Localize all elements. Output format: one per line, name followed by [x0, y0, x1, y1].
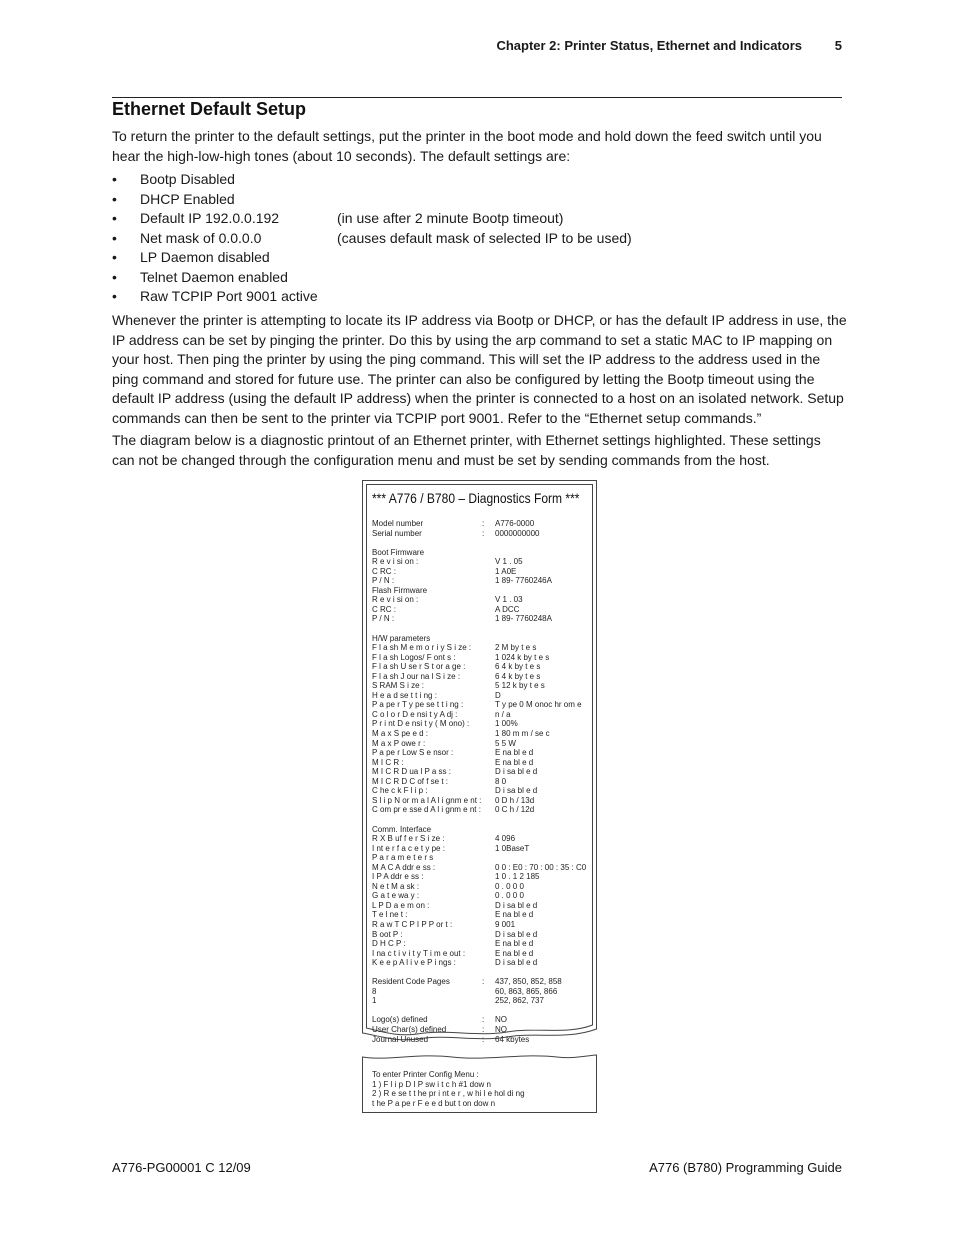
document-number: A776-PG00001 C 12/09 [112, 1160, 251, 1175]
diagnostic-value: V 1 . 05 [495, 557, 523, 567]
list-item [112, 287, 847, 307]
guide-title: A776 (B780) Programming Guide [649, 1160, 842, 1175]
diagnostic-value: D [495, 690, 501, 700]
list-item [112, 170, 847, 190]
diagnostic-value: T y pe 0 M onoc hr om e [495, 700, 582, 710]
diagnostic-label: User Char(s) defined [372, 1024, 447, 1034]
diagnostic-row [372, 710, 592, 720]
diagnostic-label: R e v i si on : [372, 595, 419, 605]
diagnostic-label: T e l ne t : [372, 910, 408, 920]
diagnostic-colon: : [482, 528, 485, 538]
diagnostic-label: M I C R D ua l P a ss : [372, 767, 451, 777]
diagnostic-label: C RC : [372, 604, 396, 614]
config-line: 1 ) F l i p D I P sw i t c h #1 dow n [372, 1079, 492, 1089]
diagnostic-row [372, 529, 592, 539]
diagnostic-value: E na bl e d [495, 939, 534, 949]
config-line: 2 ) R e se t t he pr i nt e r , w hi l e hol di ng [372, 1089, 525, 1099]
diagnostic-value: 1 0 . 1 2 185 [495, 872, 540, 882]
diagnostic-value: 9 001 [495, 919, 516, 929]
bullet-icon: • [112, 249, 117, 265]
config-line: t he P a pe r F e e d but t on dow n [372, 1098, 496, 1108]
list-item-text: Net mask of 0.0.0.0 [140, 229, 262, 246]
diagnostic-row [372, 758, 592, 768]
diagnostic-row [372, 653, 592, 663]
diagnostic-row [372, 605, 592, 615]
diagnostic-label: S l i p N or m a l A l i gnm e nt : [372, 795, 482, 805]
diagnostic-value: D i sa bl e d [495, 929, 538, 939]
diagnostic-label: P r i nt D e nsi t y ( M ono) : [372, 719, 470, 729]
diagnostic-label: F l a sh Logos/ F ont s : [372, 652, 456, 662]
diagnostic-row [372, 786, 592, 796]
diagnostic-row [372, 538, 592, 548]
diagnostic-row [372, 891, 592, 901]
diagnostic-value: A776-0000 [495, 519, 535, 528]
bullet-icon: • [112, 190, 117, 207]
diagnostic-label: Logo(s) defined [372, 1015, 428, 1025]
diagnostic-row [372, 958, 592, 968]
config-instructions-printout [362, 1052, 597, 1113]
diagnostic-value: E na bl e d [495, 910, 534, 920]
diagnostic-row [372, 548, 592, 558]
header-divider [112, 97, 842, 98]
diagnostic-row [372, 767, 592, 777]
list-item [112, 209, 847, 229]
diagnostic-value: E na bl e d [495, 757, 534, 767]
bullet-icon: • [112, 288, 117, 304]
diagnostic-label: C om pr e sse d A l i gnm e nt : [372, 805, 481, 815]
list-item-note: (in use after 2 minute Bootp timeout) [337, 210, 564, 226]
diagnostic-label: B oot P : [372, 929, 403, 939]
diagnostic-value: 1 80 m m / se c [495, 729, 550, 739]
diagnostic-value: 2 M by t e s [495, 643, 537, 653]
diagnostic-label: I P A ddr e ss : [372, 872, 424, 882]
diagnostic-value: E na bl e d [495, 948, 534, 958]
diagnostic-label: 1 [372, 996, 377, 1006]
diagnostic-row [372, 739, 592, 749]
diagnostic-row [372, 624, 592, 634]
bullet-icon: • [112, 229, 117, 246]
list-item [112, 268, 847, 288]
diagnostic-value: 8 0 [495, 776, 507, 786]
list-item-text: DHCP Enabled [140, 190, 235, 207]
diagnostic-label: P / N : [372, 614, 395, 624]
diagnostic-row [372, 853, 592, 863]
list-item-text: LP Daemon disabled [140, 249, 270, 265]
diagnostic-label: M I C R D C of f se t : [372, 776, 449, 786]
diagnostic-value: D i sa bl e d [495, 900, 538, 910]
list-item [112, 248, 847, 268]
diagnostic-row [372, 748, 592, 758]
diagnostic-label: F l a sh U se r S t or a ge : [372, 662, 466, 672]
diagnostic-colon: : [482, 1024, 485, 1034]
diagnostic-label: G a t e wa y : [372, 891, 420, 901]
diagnostic-row [372, 719, 592, 729]
diagnostic-row [372, 996, 592, 1006]
diagnostic-label: R X B uf f e r S i ze : [372, 834, 445, 844]
diagnostic-label: P a pe r T y pe se t t i ng : [372, 700, 464, 710]
diagnostics-printout [362, 480, 597, 1045]
diagnostic-value: NO [495, 1015, 507, 1025]
diagnostic-value: 0 . 0 0 0 [495, 881, 524, 891]
diagnostic-row [372, 557, 592, 567]
diagnostics-title: *** A776 / B780 – Diagnostics Form *** [372, 490, 580, 506]
diagram-intro-paragraph: The diagram below is a diagnostic printout of an Ethernet printer, with Ethernet settings highlighted. These settings can not be changed through the configuration menu and must be set by sending commands from the host. [112, 432, 821, 468]
diagnostic-row [372, 576, 592, 586]
page-number: 5 [834, 38, 842, 53]
diagnostic-label: R a w T C P I P P or t : [372, 919, 453, 929]
diagnostic-label: N e t M a sk : [372, 881, 420, 891]
diagnostic-row [372, 634, 592, 644]
diagnostic-value: E na bl e d [495, 748, 534, 758]
diagnostic-row [372, 796, 592, 806]
config-lines [372, 1070, 525, 1108]
diagnostic-value: 64 kbytes [495, 1034, 530, 1044]
bullet-icon: • [112, 171, 117, 187]
diagnostic-value: D i sa bl e d [495, 767, 538, 777]
bullet-icon: • [112, 268, 117, 285]
diagnostic-row [372, 949, 592, 959]
config-line: To enter Printer Config Menu : [372, 1070, 479, 1079]
diagnostic-value: 1 0BaseT [495, 843, 530, 853]
diagnostic-row [372, 614, 592, 624]
diagnostic-colon: : [482, 977, 485, 987]
diagnostic-value: 1 89- 7760246A [495, 576, 552, 586]
diagnostic-row [372, 910, 592, 920]
diagnostic-label: Boot Firmware [372, 547, 425, 557]
diagnostic-colon: : [482, 1015, 485, 1025]
diagnostic-label: Resident Code Pages [372, 977, 450, 987]
diagnostic-value: NO [495, 1024, 507, 1034]
diagnostic-label: M I C R : [372, 757, 404, 767]
diagnostic-value: 1 A0E [495, 566, 517, 576]
diagnostic-row [372, 595, 592, 605]
diagnostic-label: Model number [372, 519, 424, 528]
diagnostic-label: I na c t i v i t y T i m e out : [372, 948, 466, 958]
diagnostic-row [372, 901, 592, 911]
diagnostic-label: H e a d se t t i ng : [372, 690, 437, 700]
diagnostic-label: H/W parameters [372, 633, 431, 643]
list-item-text: Default IP 192.0.0.192 [140, 210, 280, 226]
diagnostic-label: Comm. Interface [372, 824, 432, 834]
diagnostic-row [372, 586, 592, 596]
diagnostic-value: 252, 862, 737 [495, 996, 544, 1006]
diagnostic-value: 60, 863, 865, 866 [495, 986, 558, 996]
diagnostic-value: 0000000000 [495, 528, 540, 538]
diagnostic-label: Flash Firmware [372, 585, 428, 595]
diagnostic-label: Serial number [372, 528, 422, 538]
diagnostic-label: Journal Unused [372, 1034, 429, 1044]
diagnostic-row [372, 519, 592, 529]
diagnostic-row [372, 863, 592, 873]
diagnostic-value: 5 5 W [495, 738, 516, 748]
diagnostic-label: 8 [372, 986, 377, 996]
section-title: Ethernet Default Setup [112, 99, 307, 119]
diagnostic-value: V 1 . 03 [495, 595, 523, 605]
chapter-title: Chapter 2: Printer Status, Ethernet and Indicators [496, 38, 802, 53]
diagnostic-label: D H C P : [372, 939, 406, 949]
diagnostic-row [372, 872, 592, 882]
diagnostic-value: 1 00% [495, 719, 518, 729]
diagnostic-value: A DCC [495, 604, 520, 614]
diagnostic-row [372, 672, 592, 682]
list-item [112, 190, 847, 210]
diagnostic-value: 0 . 0 0 0 [495, 891, 524, 901]
diagnostic-label: F l a sh M e m o r i y S i ze : [372, 643, 472, 653]
diagnostic-row [372, 825, 592, 835]
diagnostic-value: 6 4 k by t e s [495, 662, 541, 672]
diagnostic-label: P a pe r Low S e nsor : [372, 748, 454, 758]
diagnostic-row [372, 939, 592, 949]
default-settings-list [112, 170, 847, 307]
diagnostic-label: K e e p A l i v e P i ngs : [372, 958, 456, 968]
intro-paragraph: To return the printer to the default settings, put the printer in the boot mode and hold down the feed switch until you hear the high-low-high tones (about 10 seconds). The default settings are: [112, 128, 822, 164]
ip-setup-paragraph: Whenever the printer is attempting to locate its IP address via Bootp or DHCP, or has the default IP address in use, the IP address can be set by pinging the printer. Do this by using the arp command to set a static MAC to IP mapping on your host. Then ping the printer by using the ping command. This will set the IP address to the address used in the ping command and stored for future use. The printer can also be configured by letting the Bootp timeout using the default IP address (using the default IP address) when the printer is connected to a host on an isolated network. Setup commands can then be sent to the printer via TCPIP port 9001. Refer to the “Ethernet setup commands.” [112, 312, 847, 426]
diagnostic-row [372, 1006, 592, 1016]
diagnostic-row [372, 643, 592, 653]
diagnostic-row [372, 844, 592, 854]
diagnostic-row [372, 882, 592, 892]
diagnostic-row [372, 815, 592, 825]
list-item-text: Raw TCPIP Port 9001 active [140, 288, 318, 304]
list-item [112, 229, 847, 249]
diagnostic-label: I nt e r f a c e t y pe : [372, 843, 445, 853]
diagnostic-label: M a x P owe r : [372, 738, 426, 748]
diagnostic-value: 0 0 : E0 : 70 : 00 : 35 : C0 [495, 862, 587, 872]
diagnostic-row [372, 987, 592, 997]
diagnostic-value: 1 89- 7760248A [495, 614, 552, 624]
diagnostic-row [372, 700, 592, 710]
diagnostic-row [372, 567, 592, 577]
diagnostic-label: C he c k F l i p : [372, 786, 428, 796]
diagnostics-rows [372, 519, 592, 1044]
diagnostic-value: 0 C h / 12d [495, 805, 535, 815]
diagnostic-row [372, 1025, 592, 1035]
diagnostic-label: P a r a m e t e r s [372, 853, 434, 863]
diagnostic-value: D i sa bl e d [495, 958, 538, 968]
diagnostic-row [372, 930, 592, 940]
diagnostic-value: 1 024 k by t e s [495, 652, 550, 662]
diagnostic-row [372, 1015, 592, 1025]
diagnostic-label: M a x S pe e d : [372, 729, 429, 739]
diagnostic-row [372, 691, 592, 701]
diagnostic-colon: : [482, 519, 485, 528]
diagnostic-value: D i sa bl e d [495, 786, 538, 796]
diagnostic-value: n / a [495, 709, 511, 719]
diagnostic-row [372, 662, 592, 672]
diagnostic-value: 4 096 [495, 834, 516, 844]
diagnostic-value: 5 12 k by t e s [495, 681, 545, 691]
diagnostic-row [372, 968, 592, 978]
diagnostic-label: P / N : [372, 576, 395, 586]
bullet-icon: • [112, 210, 117, 226]
diagnostic-row [372, 834, 592, 844]
diagnostic-row [372, 805, 592, 815]
diagnostic-value: 0 D h / 13d [495, 795, 535, 805]
diagnostic-value: 437, 850, 852, 858 [495, 977, 562, 987]
diagnostic-label: M A C A ddr e ss : [372, 862, 436, 872]
diagnostic-value: 6 4 k by t e s [495, 671, 541, 681]
diagnostic-row [372, 777, 592, 787]
page-header [112, 38, 842, 58]
diagnostic-label: F l a sh J our na l S i ze : [372, 671, 461, 681]
list-item-text: Telnet Daemon enabled [140, 268, 288, 285]
diagnostic-row [372, 681, 592, 691]
diagnostic-row [372, 1035, 592, 1045]
list-item-text: Bootp Disabled [140, 171, 235, 187]
list-item-note: (causes default mask of selected IP to be used) [337, 229, 632, 246]
diagnostic-label: C RC : [372, 566, 396, 576]
diagnostic-row [372, 729, 592, 739]
diagnostic-row [372, 977, 592, 987]
diagnostic-label: S RAM S i ze : [372, 681, 425, 691]
diagnostic-label: C o l o r D e nsi t y A dj : [372, 709, 458, 719]
diagnostic-colon: : [482, 1034, 485, 1044]
diagnostic-label: R e v i si on : [372, 557, 419, 567]
diagnostic-row [372, 920, 592, 930]
diagnostic-label: L P D a e m on : [372, 900, 430, 910]
